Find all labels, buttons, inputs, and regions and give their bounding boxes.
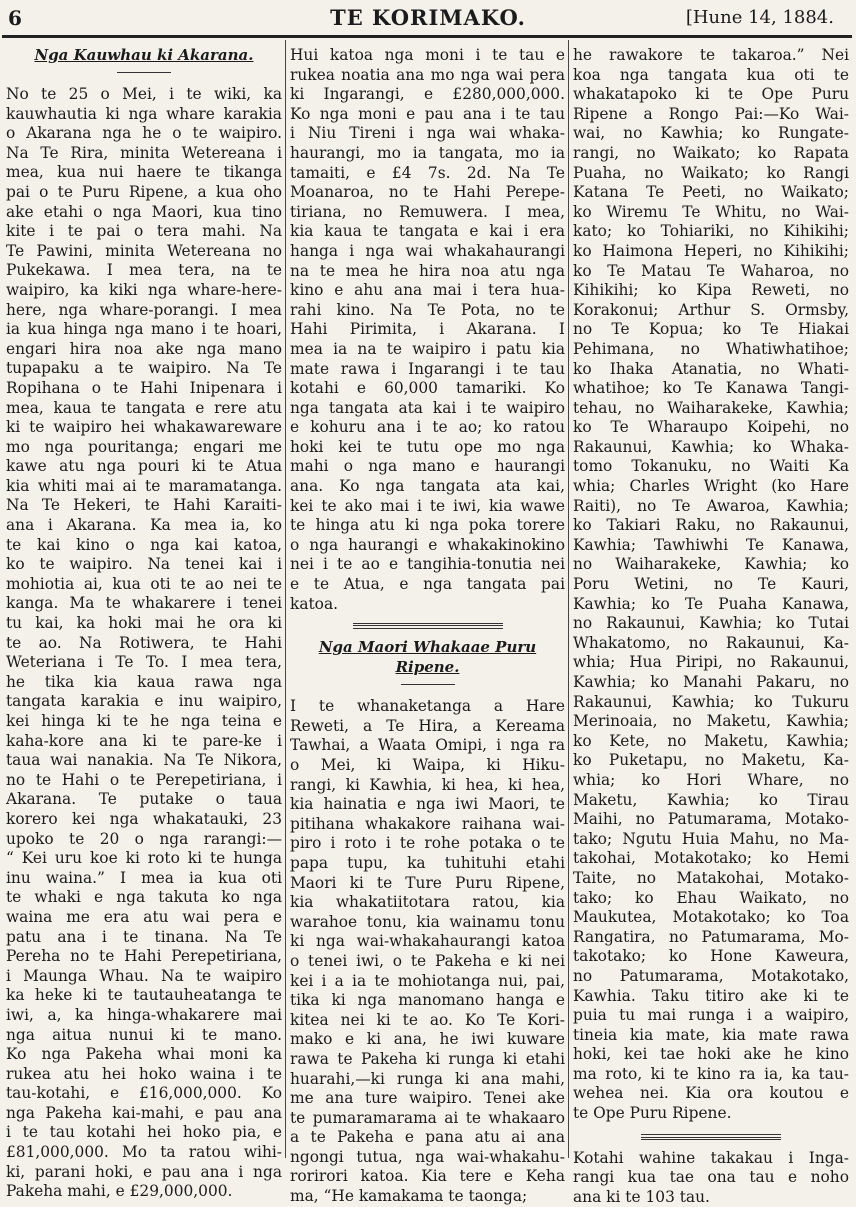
text-line: tika ki nga manomano hanga e <box>290 991 565 1010</box>
text-line: Ripene a Rongo Pai:—Ko Wai- <box>573 104 849 123</box>
text-line: ko Kete, no Maketu, Kawhia; <box>573 731 849 750</box>
text-line: kato; ko Tohiariki, no Kihikihi; <box>573 222 849 241</box>
article-body <box>573 46 849 1124</box>
text-line: haurangi, mo ia tangata, mo ia <box>290 143 565 162</box>
text-line: tineia kia mate, kia mate rawa <box>573 1025 849 1044</box>
text-line: patu ana i te tinana. Na Te <box>6 927 282 946</box>
text-line: mahi o nga mano e haurangi <box>290 457 565 476</box>
text-line: ake etahi o nga Maori, kua tino <box>6 202 282 221</box>
text-line: Ko nga Pakeha whai moni ka <box>6 1045 282 1064</box>
text-line: Maihi, no Patumarama, Motako- <box>573 810 849 829</box>
text-line: i Maunga Whau. Na te waipiro <box>6 966 282 985</box>
text-line: piro i roto i te rohe potaka o te <box>290 834 565 853</box>
text-line: kia whakatiitotara ratou, kia <box>290 893 565 912</box>
text-line: no Patumarama, Motakotako, <box>573 966 849 985</box>
text-line: Akarana. Te putake o taua <box>6 790 282 809</box>
text-line: Poru Wetini, no Te Kauri, <box>573 575 849 594</box>
text-line: ma, “He kamakama te taonga; <box>290 1187 528 1206</box>
text-line: te pumaramarama ai te whakaaro <box>290 1108 565 1127</box>
text-line: Kawhia. Taku titiro ake ki te <box>573 986 849 1005</box>
article-heading: Nga Kauwhau ki Akarana. <box>34 46 254 64</box>
text-line: Na Te Hekeri, te Hahi Karaiti- <box>6 496 282 515</box>
text-line: hoki kei te tutu ope mo nga <box>290 437 565 456</box>
text-line: Moanaroa, no te Hahi Perepe- <box>290 183 565 202</box>
text-line: I te whanaketanga a Hare <box>290 697 565 716</box>
article-body <box>6 85 282 1202</box>
text-line: Weteriana i Te To. I mea tera, <box>6 653 282 672</box>
text-line: whia; Hua Piripi, no Rakaunui, <box>573 653 849 672</box>
text-line: kei i a ia te mohiotanga nui, pai, <box>290 971 565 990</box>
text-line: rukea atu hei hoko waina i te <box>6 1064 282 1083</box>
text-line: pai o te Puru Ripene, a kua oho <box>6 182 282 201</box>
text-line: Ko nga moni e pau ana i te tau <box>290 104 565 123</box>
text-line: te kai kino o nga kai katoa, <box>6 535 282 554</box>
section-separator <box>641 1134 781 1140</box>
text-line: Ropihana o te Hahi Inipenara i <box>6 378 282 397</box>
text-line: ia kua hinga nga mano i te hoari, <box>6 320 282 339</box>
text-line: i te tau kotahi hei hoko pia, e <box>6 1123 282 1142</box>
text-line: huarahi,—ki runga ki ana mahi, <box>290 1069 565 1088</box>
text-line: ki te waipiro hei whakawareware <box>6 418 282 437</box>
text-line: kia whiti mai ai te maramatanga. <box>6 476 282 495</box>
text-line: mate rawa i Ingarangi i te tau <box>290 359 565 378</box>
text-line: a te Pakeha e pana atu ai ana <box>290 1128 565 1147</box>
text-line: iwi, a, ka hinga-whakarere mai <box>6 1005 282 1024</box>
text-line: upoko te 20 o nga rarangi:— <box>6 829 282 848</box>
text-line: ko Ihaka Atanatia, no Whati- <box>573 359 849 378</box>
text-line: mako e ki ana, he iwi kuware <box>290 1030 565 1049</box>
text-line: Kawhia; ko Te Puaha Kanawa, <box>573 594 849 613</box>
text-line: no Te Kopua; ko Te Hiakai <box>573 320 849 339</box>
text-line: o nga haurangi e whakakinokino <box>290 535 565 554</box>
text-line: ki Ingarangi, e £280,000,000. <box>290 85 565 104</box>
text-line: ana i Akarana. Ka mea ia, ko <box>6 516 282 535</box>
text-line: me ana ture waipiro. Tenei ake <box>290 1089 565 1108</box>
text-line: hanga i nga wai whakahaurangi <box>290 241 565 260</box>
text-line: mo nga pouritanga; engari me <box>6 437 282 456</box>
text-line: mohiotia ai, kua oti te ao nei te <box>6 574 282 593</box>
text-line: Raiti), no Te Awaroa, Kawhia; <box>573 496 849 515</box>
header-rule <box>2 35 852 38</box>
text-line: Hui katoa nga moni i te tau e <box>290 46 565 64</box>
text-line: no te Hahi o te Perepetiriana, i <box>6 770 282 789</box>
text-line: Pukekawa. I mea tera, na te <box>6 261 282 280</box>
text-line: tehau, no Waiharakeke, Kawhia; <box>573 398 849 417</box>
text-line: whakatapoko ki te Ope Puru <box>573 85 849 104</box>
text-line: takotako; ko Hone Kaweura, <box>573 947 849 966</box>
text-line: no Waiharakeke, Kawhia; ko <box>573 555 849 574</box>
article-heading: Nga Maori Whakaae Puru Ripene. <box>318 638 537 677</box>
text-line: Tawhai, a Waata Omipi, i nga ra <box>290 736 565 755</box>
text-line: Taite, no Matakohai, Motako- <box>573 868 849 887</box>
text-line: tomo Tokanuku, no Waiti Ka <box>573 457 849 476</box>
text-line: Maketu, Kawhia; ko Tirau <box>573 790 849 809</box>
text-line: kia kaua te tangata e kai i era <box>290 222 565 241</box>
text-line: mea, kaua te tangata e rere atu <box>6 398 282 417</box>
text-line: wehea nei. Kia ora koutou e <box>573 1084 849 1103</box>
text-line: ana ki te 103 tau. <box>573 1187 710 1206</box>
text-line: tupapaku a te waipiro. Na Te <box>6 359 282 378</box>
text-line: pitihana whakakore raihana wai- <box>290 814 565 833</box>
text-line: te whaki e nga takuta ko nga <box>6 888 282 907</box>
text-line: Korakonui; Arthur S. Ormsby, <box>573 300 849 319</box>
text-line: ngongi tutua, nga wai-whakahu- <box>290 1147 565 1166</box>
text-line: e kohuru ana i te ao; ko ratou <box>290 418 565 437</box>
text-line: te hinga atu ki nga poka torere <box>290 516 565 535</box>
text-line: tiriana, no Remuwera. I mea, <box>290 202 565 221</box>
text-line: £81,000,000. Mo ta ratou wihi- <box>6 1143 282 1162</box>
column-2 <box>290 46 565 1206</box>
text-line: kei hinga ki te he nga teina e <box>6 712 282 730</box>
article-body <box>290 697 565 1206</box>
text-line: te ao. Na Rotiwera, te Hahi <box>6 633 282 652</box>
text-line: rahi kino. Na Te Pota, no te <box>290 300 565 319</box>
text-line: Puaha, no Waikato; ko Rangi <box>573 163 849 182</box>
text-line: kite i te pai o tera mahi. Na <box>6 222 282 241</box>
text-line: kitea nei ki te ao. Ko Te Kori- <box>290 1010 565 1029</box>
text-line: rangi, ki Kawhia, ki hea, ki hea, <box>290 775 565 794</box>
text-line: Katana Te Peeti, no Waikato; <box>573 183 849 202</box>
section-separator <box>353 623 503 629</box>
text-line: inu waina.” I mea ia kua oti <box>6 868 282 887</box>
text-line: tako; Ngutu Huia Mahu, no Ma- <box>573 829 849 848</box>
text-line: he tika kia kaua rawa nga <box>6 672 282 691</box>
text-line: ko Wiremu Te Whitu, no Wai- <box>573 202 849 221</box>
text-line: “ Kei uru koe ki roto ki te hunga <box>6 849 282 868</box>
text-line: nei i te ao e tangihia-tonutia nei <box>290 555 565 574</box>
text-line: o Mei, ki Waipa, ki Hiku- <box>290 756 565 774</box>
text-line: Na Te Rira, minita Wetereana i <box>6 143 282 162</box>
text-line: ko Haimona Heperi, no Kihikihi; <box>573 241 849 260</box>
text-line: Kawhia; ko Manahi Pakaru, no <box>573 673 849 691</box>
text-line: Maukutea, Motakotako; ko Toa <box>573 908 849 927</box>
text-line: tamaiti, e £4 7s. 2d. Na Te <box>290 163 565 182</box>
text-line: nga Pakeha kai-mahi, e pau ana <box>6 1103 282 1122</box>
text-line: engari hira noa ake nga mano <box>6 339 282 358</box>
text-line: Merinoaia, no Maketu, Kawhia; <box>573 712 849 731</box>
heading-rule <box>117 72 171 73</box>
article-body <box>573 1149 849 1207</box>
text-line: No te 25 o Mei, i te wiki, ka <box>6 85 282 103</box>
text-line: tu kai, ka hoki mai he ora ki <box>6 614 282 633</box>
text-line: Reweti, a Te Hira, a Kereama <box>290 716 565 735</box>
text-line: Rakaunui, Kawhia; ko Whaka- <box>573 437 849 456</box>
text-line: whatihoe; ko Te Kanawa Tangi- <box>573 379 849 398</box>
newspaper-title: TE KORIMAKO. <box>330 5 526 30</box>
issue-date: [Hune 14, 1884. <box>685 7 834 28</box>
text-line: Rakaunui, Kawhia; ko Tukuru <box>573 692 849 711</box>
column-divider <box>568 40 569 1158</box>
text-line: taua wai nanakia. Na Te Nikora, <box>6 751 282 770</box>
text-line: mea ia na te waipiro i patu kia <box>290 339 565 358</box>
text-line: kaha-kore ana ki te pare-ke i <box>6 731 282 750</box>
text-line: ki nga wai-whakahaurangi katoa <box>290 932 565 951</box>
text-line: Whakatomo, no Rakaunui, Ka- <box>573 633 849 652</box>
text-line: koa nga tangata kua oti te <box>573 65 849 84</box>
text-line: kanga. Ma te whakarere i tenei <box>6 594 282 613</box>
text-line: papa tupu, ka tuhituhi etahi <box>290 853 565 872</box>
text-line: puia tu mai runga i a waipiro, <box>573 1006 849 1025</box>
text-line: mea, kua nui haere te tikanga <box>6 163 282 182</box>
text-line: ana. Ko nga tangata ata kai, <box>290 477 565 496</box>
text-line: wai, no Kawhia; ko Rungate- <box>573 124 849 143</box>
page-header <box>0 0 856 36</box>
text-line: Kotahi wahine takakau i Inga- <box>573 1148 849 1167</box>
text-line: takohai, Motakotako; ko Hemi <box>573 849 849 868</box>
text-line: tau-kotahi, e £16,000,000. Ko <box>6 1084 282 1103</box>
text-line: o Akarana nga he o te waipiro. <box>6 124 282 143</box>
text-line: kauwhautia ki nga whare karakia <box>6 104 282 123</box>
heading-rule <box>401 684 455 685</box>
text-line: ma roto, ki te kino ra ia, ka tau- <box>573 1064 849 1083</box>
text-line: nga tangata ata kai i te waipiro <box>290 398 565 417</box>
column-3 <box>573 46 849 1206</box>
text-line: ko Te Wharaupo Koipehi, no <box>573 418 849 437</box>
text-line: nga aitua nunui ki te mano. <box>6 1025 282 1044</box>
text-line: Kawhia; Tawhiwhi Te Kanawa, <box>573 535 849 554</box>
text-line: tangata karakia e inu waipiro, <box>6 692 282 711</box>
text-line: kino e ahu ana mai i tera hua- <box>290 281 565 300</box>
text-line: na te mea he hira noa atu nga <box>290 261 565 280</box>
text-line: whia; ko Hori Whare, no <box>573 770 849 789</box>
text-line: o tenei iwi, o te Pakeha e ki nei <box>290 951 565 970</box>
text-line: ka heke ki te tautauheatanga te <box>6 986 282 1005</box>
text-line: rorirori katoa. Kia tere e Keha <box>290 1167 565 1186</box>
article-body <box>290 46 565 614</box>
text-line: rangi, no Waikato; ko Rapata <box>573 143 849 162</box>
text-line: ko Takiari Raku, no Rakaunui, <box>573 516 849 535</box>
text-line: Pehimana, no Whatiwhatihoe; <box>573 339 849 358</box>
text-line: kia hainatia e nga iwi Maori, te <box>290 795 565 814</box>
text-line: Pakeha mahi, e £29,000,000. <box>6 1182 233 1201</box>
text-line: Te Pawini, minita Wetereana no <box>6 241 282 260</box>
text-line: Pereha no te Hahi Perepetiriana, <box>6 947 282 966</box>
text-line: korero kei nga whakatauki, 23 <box>6 809 282 828</box>
text-line: no Rakaunui, Kawhia; ko Tutai <box>573 614 849 633</box>
text-line: warahoe tonu, kia wainamu tonu <box>290 912 565 931</box>
text-line: ki, parani hoki, e pau ana i nga <box>6 1162 282 1181</box>
column-1 <box>6 46 282 1201</box>
text-line: Maori ki te Ture Puru Ripene, <box>290 873 565 892</box>
page-number: 6 <box>8 6 22 30</box>
text-line: rangi kua tae ona tau e noho <box>573 1168 849 1187</box>
text-line: rawa te Pakeha ki runga ki etahi <box>290 1049 565 1068</box>
text-line: ko Puketapu, no Maketu, Ka- <box>573 751 849 770</box>
text-line: rukea noatia ana mo nga wai pera <box>290 65 565 84</box>
text-line: hoki, kei tae hoki ake he kino <box>573 1045 849 1064</box>
text-line: tako; ko Ehau Waikato, no <box>573 888 849 907</box>
text-line: kei te ako mai i te iwi, kia wawe <box>290 496 565 515</box>
text-line: whia; Charles Wright (ko Hare <box>573 477 849 496</box>
text-line: i Niu Tireni i nga wai whaka- <box>290 124 565 143</box>
text-line: te Ope Puru Ripene. <box>573 1104 732 1123</box>
text-line: Hahi Pirimita, i Akarana. I <box>290 320 565 339</box>
text-line: kotahi e 60,000 tamariki. Ko <box>290 379 565 398</box>
column-divider <box>285 40 286 1158</box>
text-line: he rawakore te takaroa.” Nei <box>573 46 849 64</box>
text-line: Rangatira, no Patumarama, Mo- <box>573 927 849 946</box>
text-line: kawe atu nga pouri ki te Atua <box>6 457 282 476</box>
text-line: ko Te Matau Te Waharoa, no <box>573 261 849 280</box>
text-line: katoa. <box>290 594 339 613</box>
text-line: here, nga whare-porangi. I mea <box>6 300 282 319</box>
text-line: ko te waipiro. Na tenei kai i <box>6 555 282 574</box>
text-line: waina me era atu wai pera e <box>6 907 282 926</box>
text-line: e te Atua, e nga tangata pai <box>290 575 565 594</box>
text-line: Kihikihi; ko Kipa Reweti, no <box>573 281 849 300</box>
text-line: waipiro, ka kiki nga whare-here- <box>6 280 282 299</box>
